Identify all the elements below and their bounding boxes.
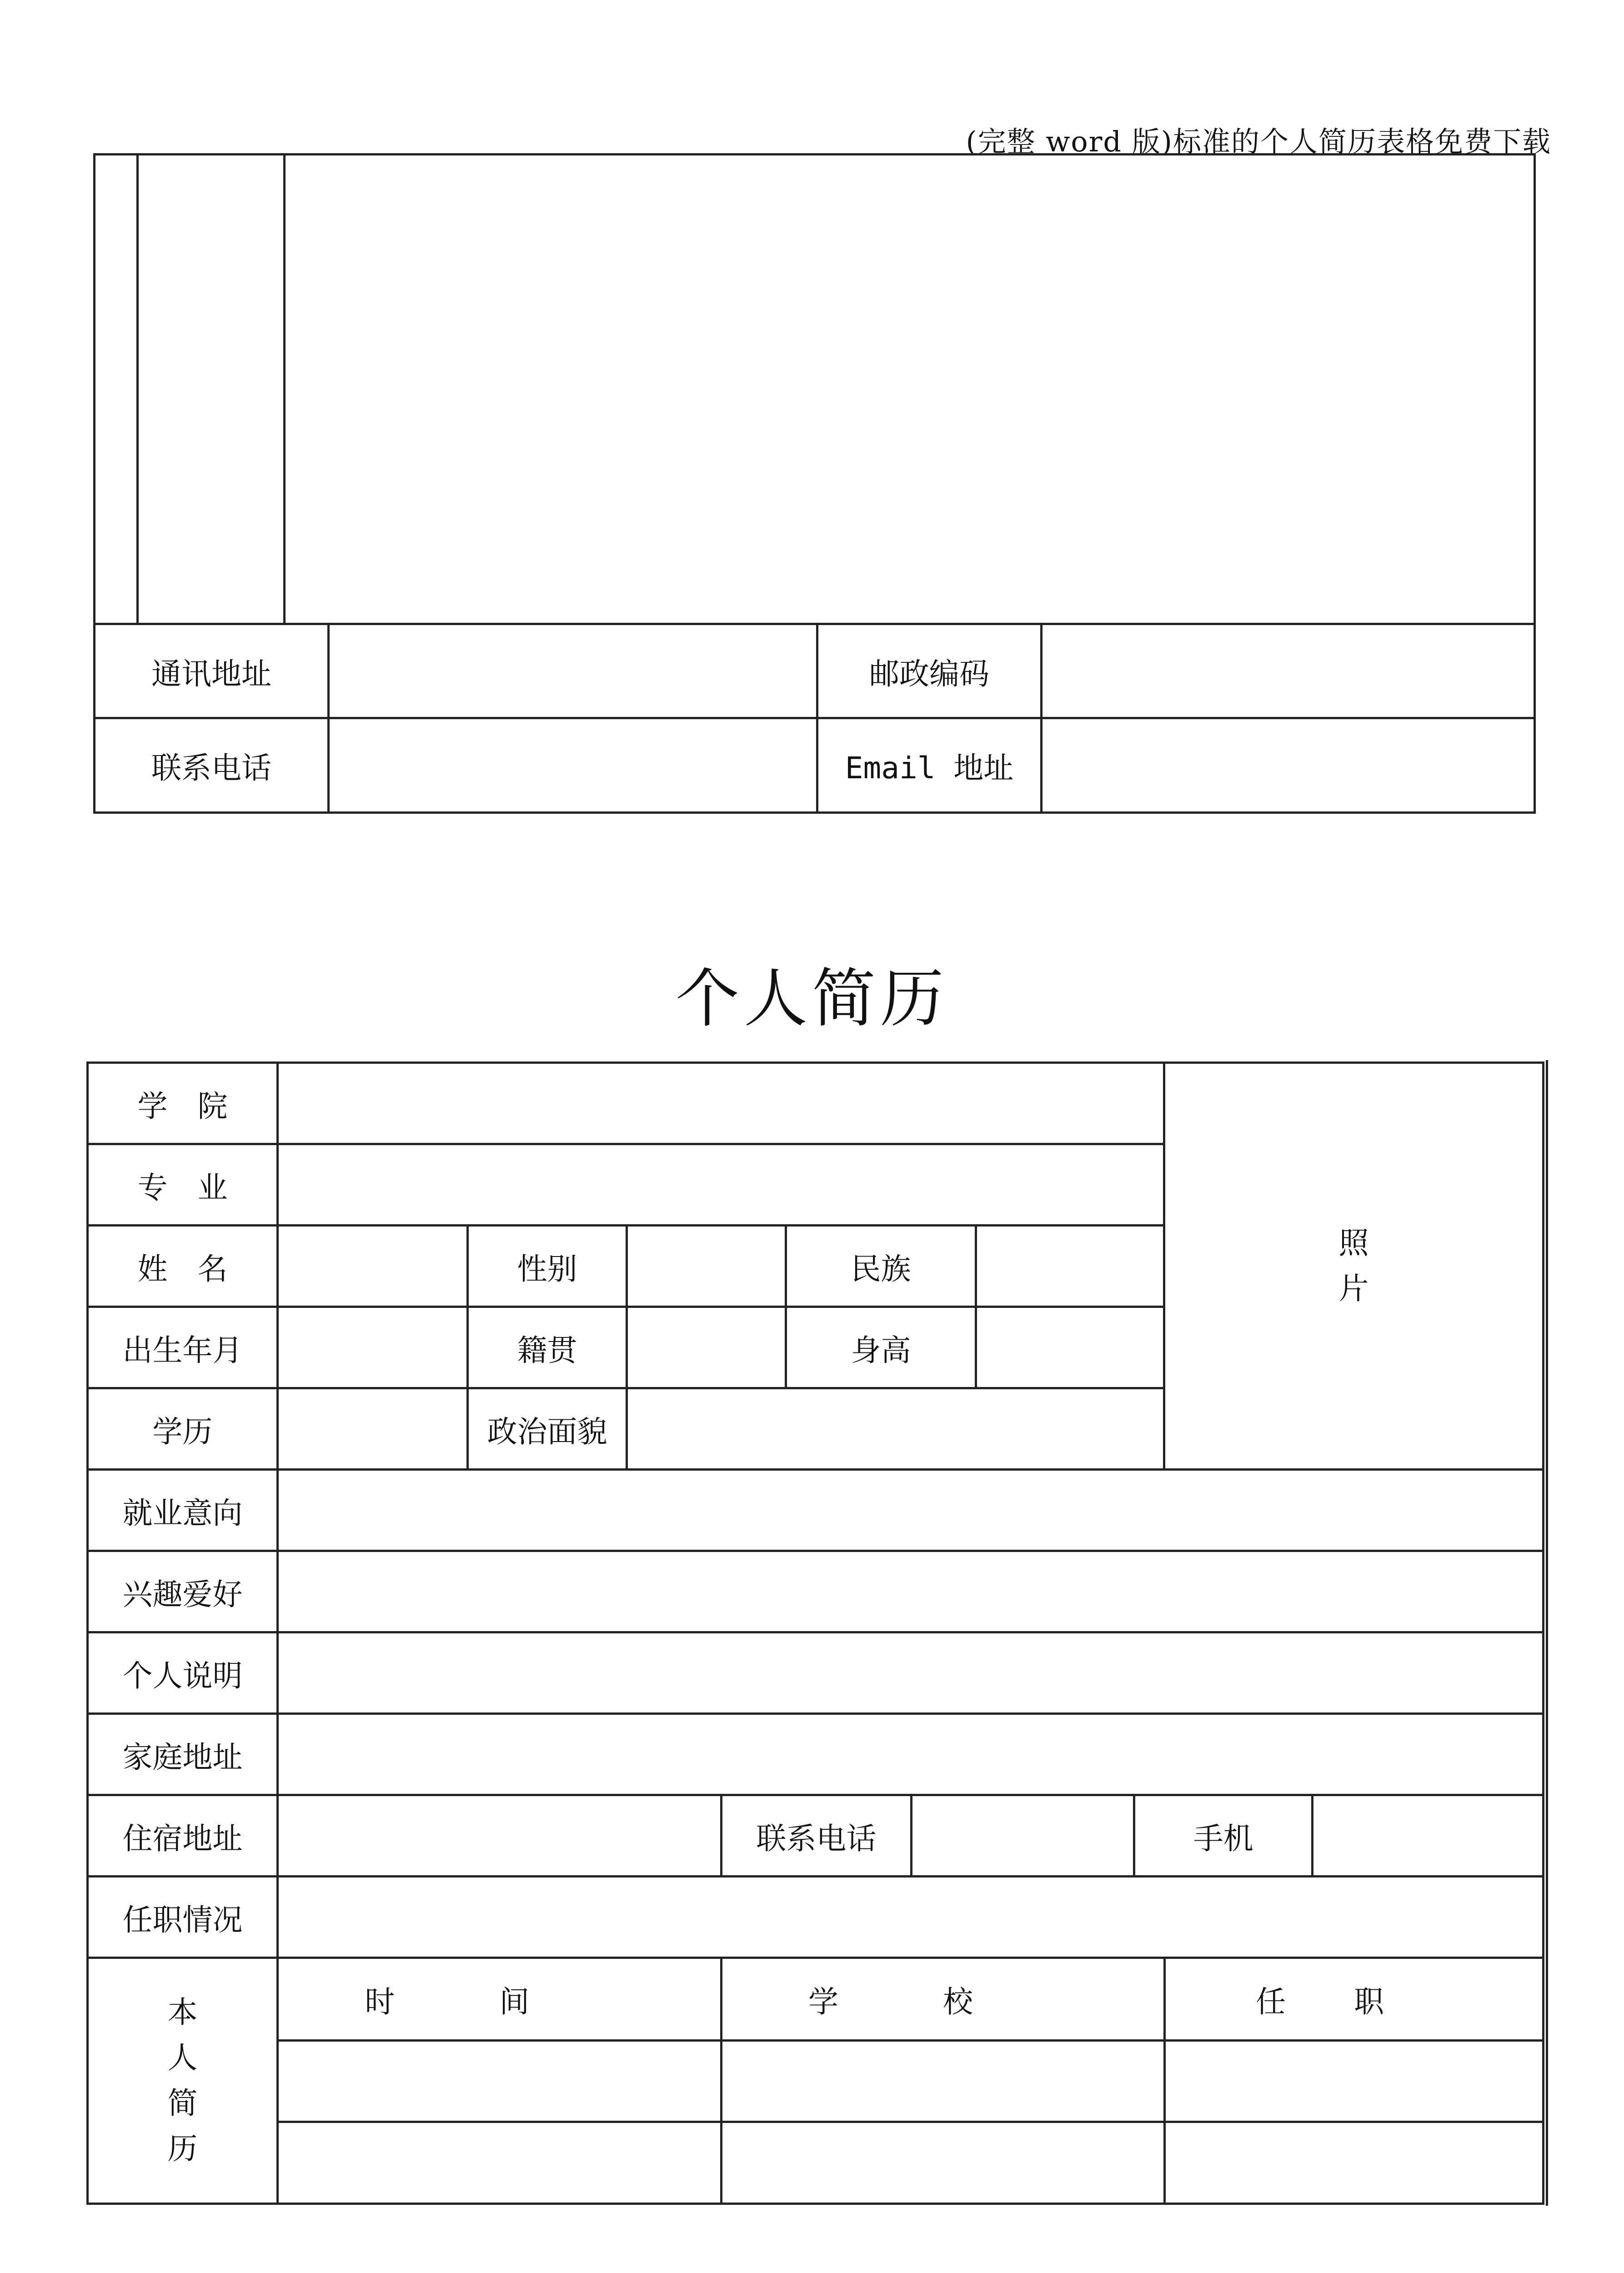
education-label: 学历	[88, 1388, 278, 1470]
history-time-cell[interactable]	[279, 2040, 721, 2122]
education-field[interactable]	[278, 1388, 468, 1470]
phone-label: 联系电话	[95, 718, 329, 813]
home-address-label: 家庭地址	[88, 1714, 278, 1795]
history-role-cell[interactable]	[1165, 2122, 1542, 2203]
native-place-field[interactable]	[627, 1307, 786, 1388]
photo-cell[interactable]	[1164, 1063, 1544, 1470]
career-intent-label: 就业意向	[88, 1470, 278, 1551]
table-right-edge	[1546, 1060, 1548, 2206]
height-field[interactable]	[976, 1307, 1164, 1388]
role-header: 任职	[1165, 1959, 1542, 2040]
ethnicity-label: 民族	[786, 1226, 976, 1307]
address-field[interactable]	[329, 624, 817, 718]
positions-label: 任职情况	[88, 1877, 278, 1958]
political-status-field[interactable]	[627, 1388, 1164, 1470]
native-place-label: 籍贯	[468, 1307, 627, 1388]
personal-statement-label: 个人说明	[88, 1632, 278, 1714]
gender-field[interactable]	[627, 1226, 786, 1307]
dorm-address-label: 住宿地址	[88, 1795, 278, 1877]
postcode-field[interactable]	[1042, 624, 1535, 718]
blank-content-cell	[138, 155, 1535, 624]
political-status-label: 政治面貌	[468, 1388, 627, 1470]
history-label: 本 人 简 历	[88, 1958, 278, 2204]
college-field[interactable]	[278, 1063, 1164, 1144]
history-school-cell[interactable]	[721, 2040, 1164, 2122]
contact-phone-field[interactable]	[911, 1796, 1134, 1875]
ethnicity-field[interactable]	[976, 1226, 1164, 1307]
dorm-address-field[interactable]	[279, 1796, 721, 1875]
major-label: 专 业	[88, 1144, 278, 1226]
birth-label: 出生年月	[88, 1307, 278, 1388]
history-school-cell[interactable]	[721, 2122, 1164, 2203]
name-field[interactable]	[278, 1226, 468, 1307]
photo-label: 照 片	[1338, 1226, 1369, 1306]
contact-table	[93, 153, 1536, 814]
email-label: Email 地址	[817, 718, 1042, 813]
career-intent-field[interactable]	[278, 1470, 1544, 1551]
home-address-field[interactable]	[278, 1714, 1544, 1795]
postcode-label: 邮政编码	[817, 624, 1042, 718]
college-label: 学 院	[88, 1063, 278, 1144]
history-grid	[278, 1958, 1544, 2204]
height-label: 身高	[786, 1307, 976, 1388]
mobile-field[interactable]	[1313, 1796, 1542, 1875]
document-header: (完整 word 版)标准的个人简历表格免费下载	[966, 125, 1551, 158]
positions-field[interactable]	[278, 1877, 1544, 1958]
email-field[interactable]	[1042, 718, 1535, 813]
hobbies-label: 兴趣爱好	[88, 1551, 278, 1632]
contact-phone-label: 联系电话	[721, 1796, 911, 1875]
personal-statement-field[interactable]	[278, 1632, 1544, 1714]
phone-field[interactable]	[329, 718, 817, 813]
school-header: 学校	[721, 1959, 1164, 2040]
blank-left-cell	[95, 155, 138, 624]
top-table-divider	[283, 153, 286, 623]
name-label: 姓 名	[88, 1226, 278, 1307]
time-header: 时间	[279, 1959, 721, 2040]
major-field[interactable]	[278, 1144, 1164, 1226]
hobbies-field[interactable]	[278, 1551, 1544, 1632]
dorm-contact-row	[278, 1795, 1544, 1877]
birth-field[interactable]	[278, 1307, 468, 1388]
history-role-cell[interactable]	[1165, 2040, 1542, 2122]
gender-label: 性别	[468, 1226, 627, 1307]
history-time-cell[interactable]	[279, 2122, 721, 2203]
address-label: 通讯地址	[95, 624, 329, 718]
mobile-label: 手机	[1134, 1796, 1313, 1875]
resume-table	[86, 1061, 1544, 2205]
resume-title: 个人简历	[675, 962, 948, 1036]
